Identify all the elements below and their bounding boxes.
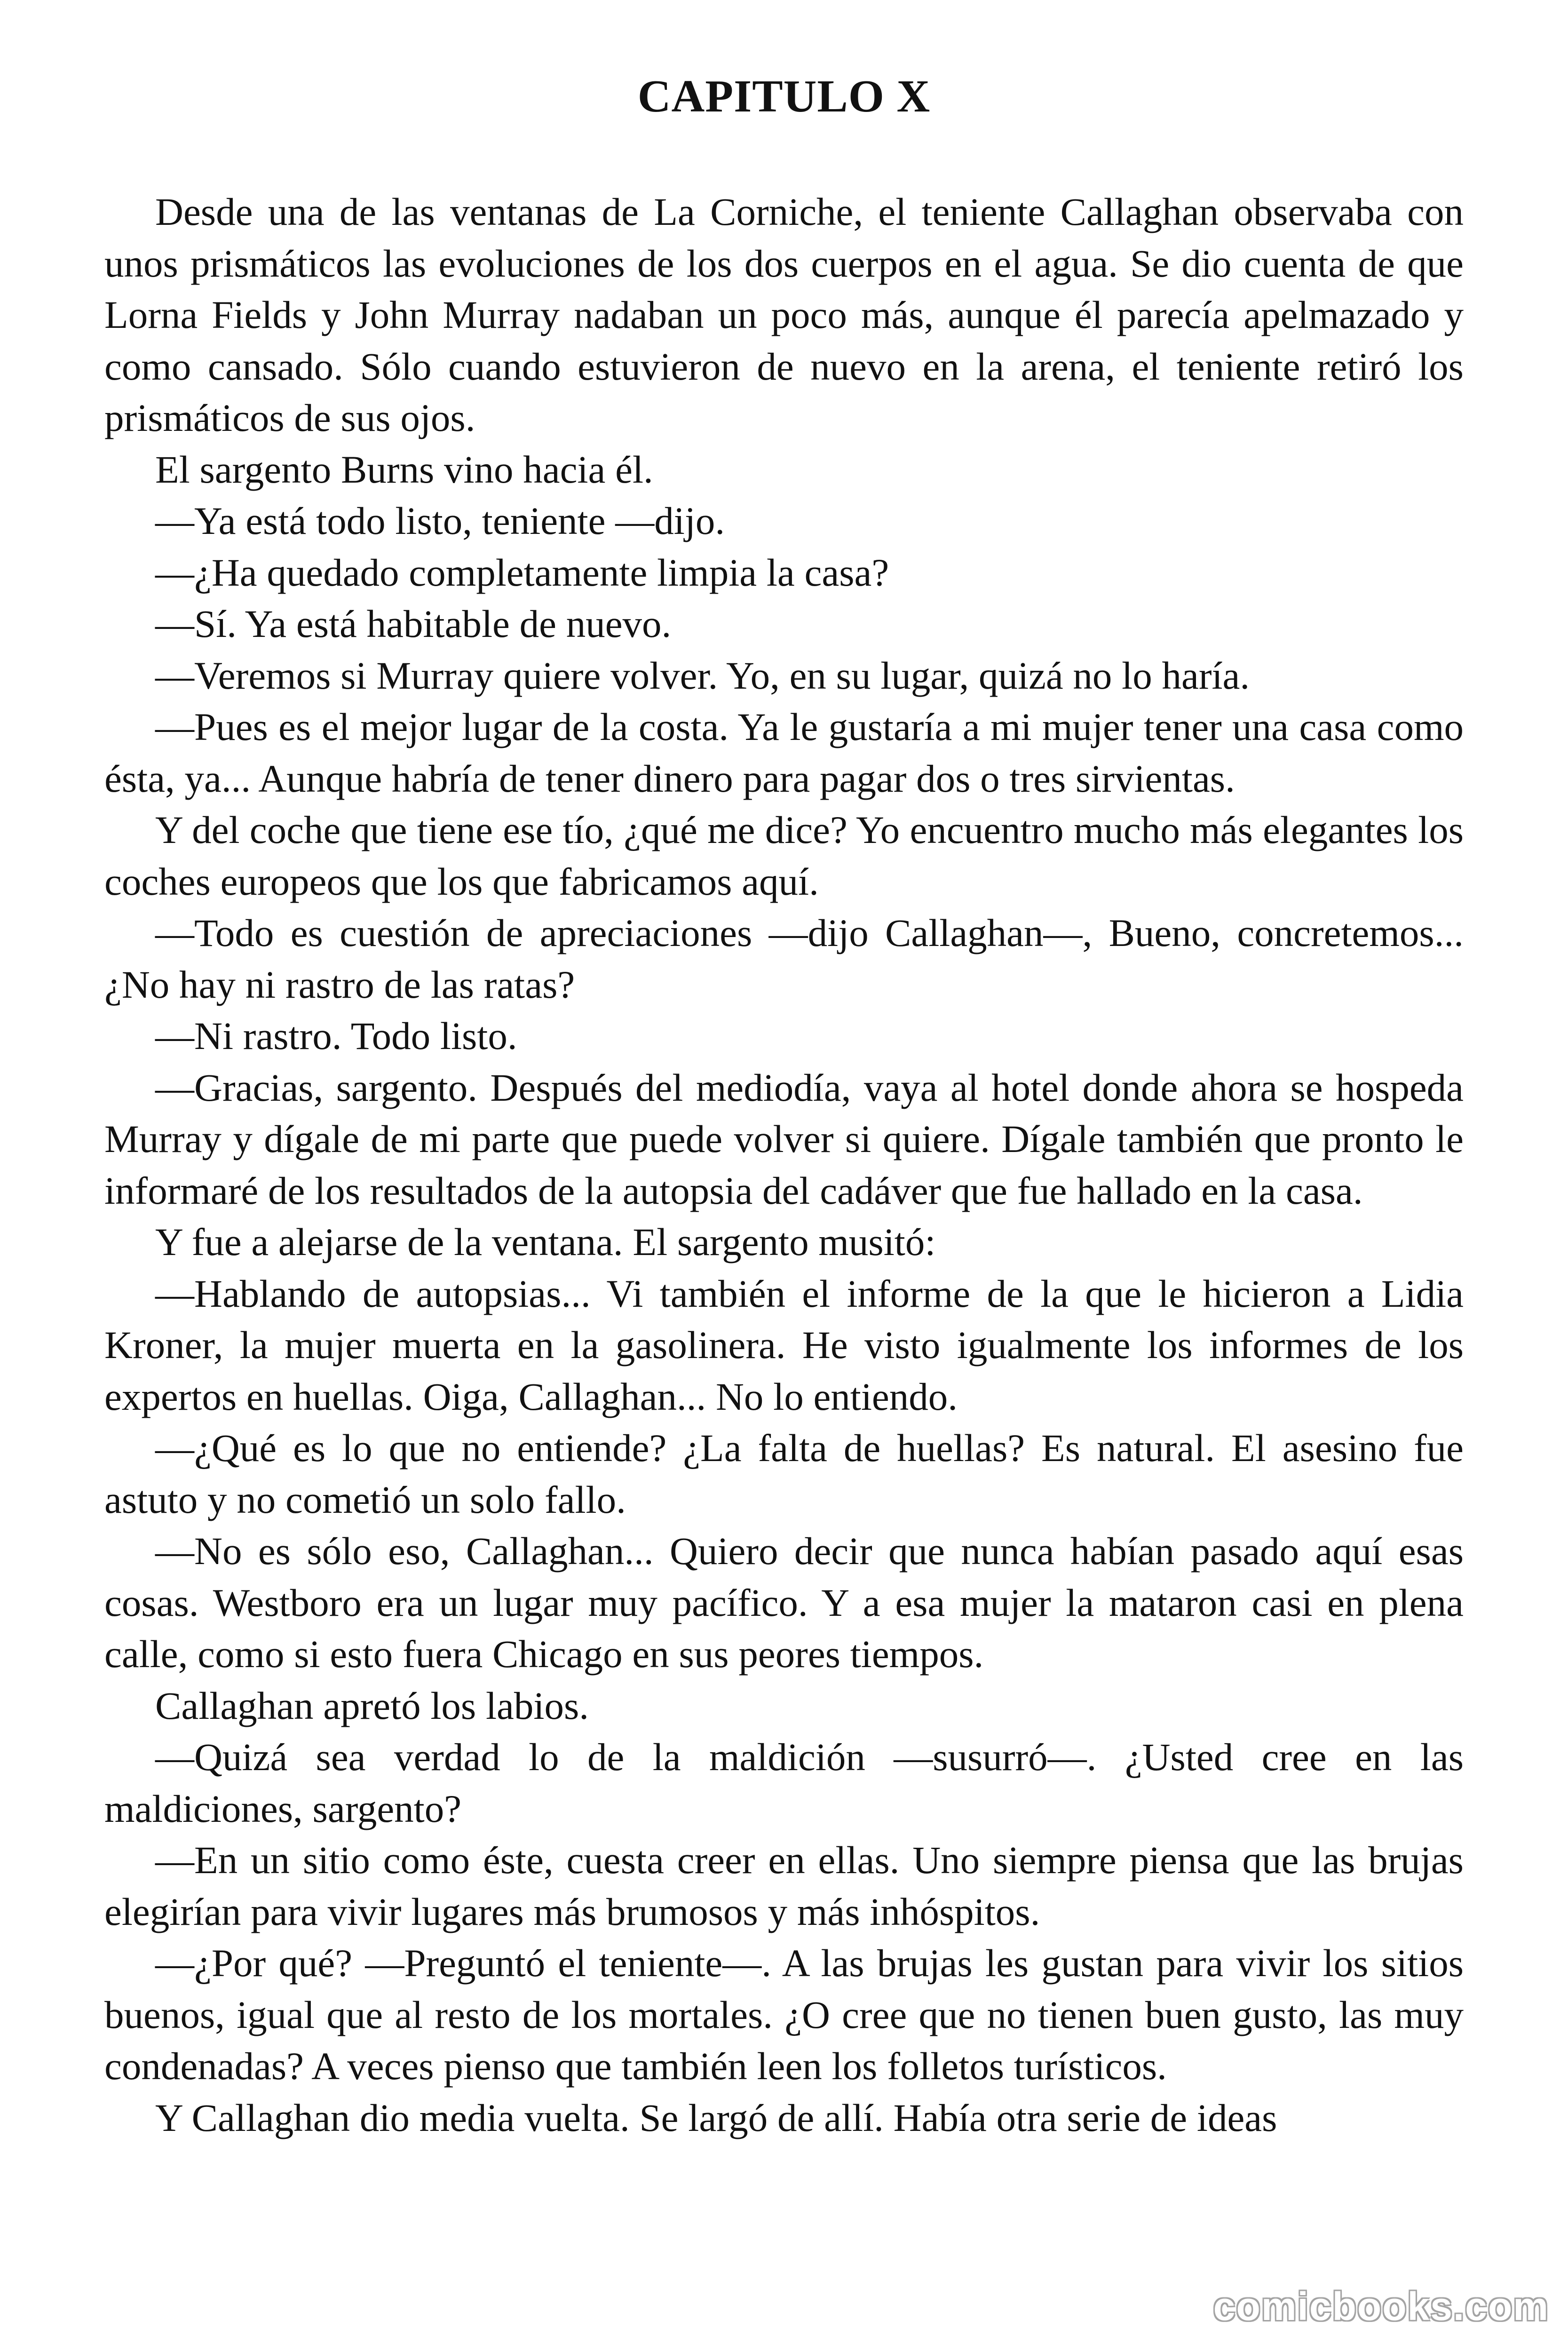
paragraph: —Sí. Ya está habitable de nuevo. (155, 602, 672, 645)
document-page (104, 71, 1464, 2352)
paragraph: —Veremos si Murray quiere volver. Yo, en su lugar, quizá no lo haría. (155, 653, 1250, 697)
watermark-logo: comicbooks.com (1213, 2284, 1549, 2328)
paragraph: —Pues es el mejor lugar de la costa. Ya le gustaría a mi mujer tener una casa como ésta, ya... Aunque habría de tener dinero para pagar dos o tres sirvientas. (104, 705, 1464, 800)
paragraph: —Hablando de autopsias... Vi también el informe de la que le hicieron a Lidia Kroner, la mujer muerta en la gasolinera. He visto igualmente los informes de los expertos en huellas. Oiga, Callaghan... No lo entiendo. (104, 1271, 1464, 1418)
paragraph: —En un sitio como éste, cuesta creer en ellas. Uno siempre piensa que las brujas elegirían para vivir lugares más brumosos y más inhóspitos. (104, 1838, 1464, 1933)
paragraph: Y fue a alejarse de la ventana. El sargento musitó: (155, 1220, 936, 1263)
paragraph: —No es sólo eso, Callaghan... Quiero decir que nunca habían pasado aquí esas cosas. Westboro era un lugar muy pacífico. Y a esa mujer la mataron casi en plena calle, como si esto fuera Chicago en sus peores tiempos. (104, 1529, 1464, 1676)
paragraph: —Todo es cuestión de apreciaciones —dijo Callaghan—, Bueno, concretemos... ¿No hay ni rastro de las ratas? (104, 911, 1464, 1006)
paragraph: Y Callaghan dio media vuelta. Se largó de allí. Había otra serie de ideas (155, 2096, 1277, 2139)
body-text (104, 186, 1464, 2144)
paragraph: —¿Qué es lo que no entiende? ¿La falta de huellas? Es natural. El asesino fue astuto y no cometió un solo fallo. (104, 1426, 1464, 1521)
paragraph: Desde una de las ventanas de La Corniche, el teniente Callaghan observaba con unos prismáticos las evoluciones de los dos cuerpos en el agua. Se dio cuenta de que Lorna Fields y John Murray nadaban un poco más, aunque él parecía apelmazado y como cansado. Sólo cuando estuvieron de nuevo en la arena, el teniente retiró los prismáticos de sus ojos. (104, 190, 1464, 439)
paragraph: Callaghan apretó los labios. (155, 1684, 589, 1727)
chapter-title: CAPITULO X (637, 71, 931, 122)
paragraph: El sargento Burns vino hacia él. (155, 447, 653, 491)
paragraph: —Ya está todo listo, teniente —dijo. (155, 499, 725, 542)
paragraph: —Quizá sea verdad lo de la maldición —susurró—. ¿Usted cree en las maldiciones, sargento? (104, 1735, 1464, 1830)
paragraph: —¿Por qué? —Preguntó el teniente—. A las brujas les gustan para vivir los sitios buenos, igual que al resto de los mortales. ¿O cree que no tienen buen gusto, las muy condenadas? A veces pienso que también leen los folletos turísticos. (104, 1941, 1464, 2088)
paragraph: —¿Ha quedado completamente limpia la casa? (155, 550, 889, 594)
paragraph: —Ni rastro. Todo listo. (155, 1014, 517, 1057)
paragraph: —Gracias, sargento. Después del mediodía, vaya al hotel donde ahora se hospeda Murray y dígale de mi parte que puede volver si quiere. Dígale también que pronto le informaré de los resultados de la autopsia del cadáver que fue hallado en la casa. (104, 1065, 1464, 1212)
paragraph: Y del coche que tiene ese tío, ¿qué me dice? Yo encuentro mucho más elegantes los coches europeos que los que fabricamos aquí. (104, 808, 1464, 903)
